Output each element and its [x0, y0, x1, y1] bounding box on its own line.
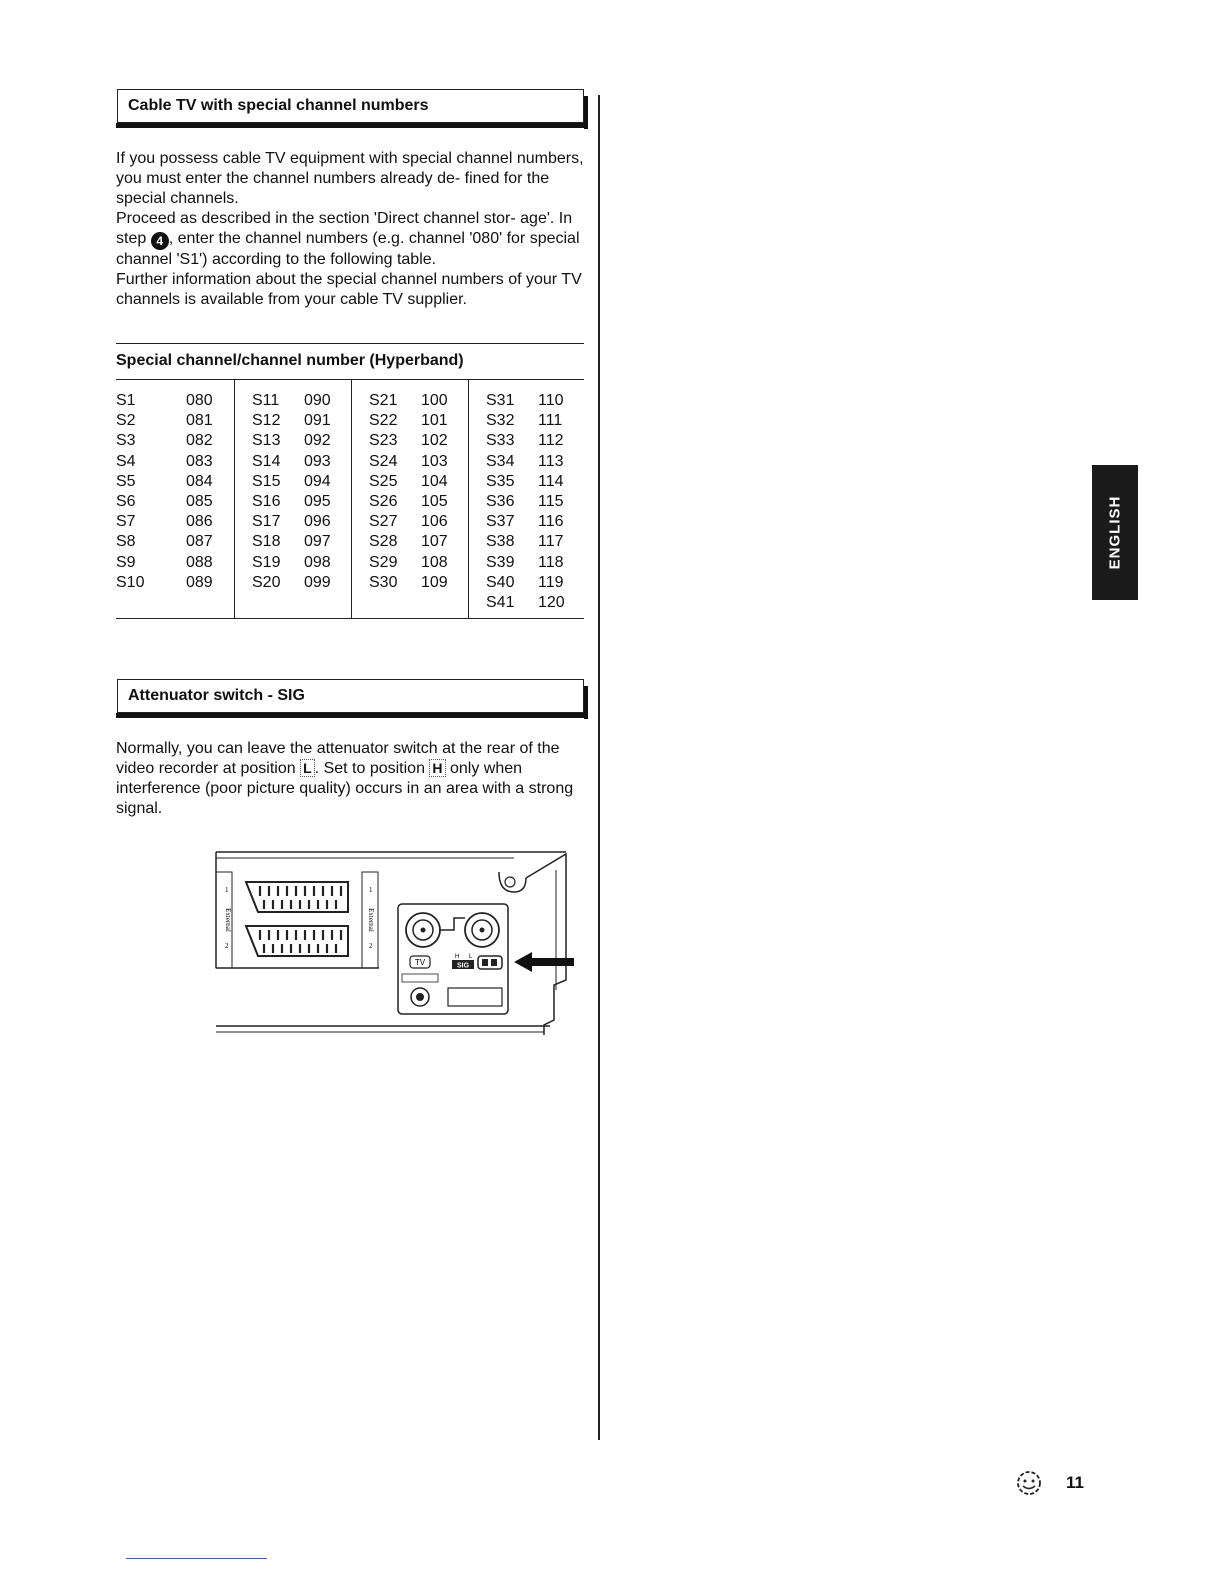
special-channel: S32	[486, 412, 515, 430]
language-globe-icon	[1014, 1468, 1044, 1498]
channel-row	[469, 512, 584, 532]
channel-column	[351, 380, 468, 618]
l-label: L	[469, 954, 473, 960]
special-channel: S31	[486, 392, 515, 409]
paragraph-text: , enter the channel numbers (e.g. channel '080' for special channel 'S1') according to the following table.	[116, 230, 580, 268]
channel-row	[235, 472, 351, 492]
language-tab-label: ENGLISH	[1106, 495, 1124, 570]
channel-number: 098	[304, 553, 331, 571]
channel-row	[116, 573, 234, 593]
channel-column	[234, 380, 351, 618]
channel-number: 081	[186, 412, 213, 430]
page-number: 11	[1066, 1473, 1084, 1492]
channel-table	[116, 380, 584, 619]
channel-row	[469, 472, 584, 492]
special-channel: S3	[116, 432, 136, 450]
special-channel: S24	[369, 452, 398, 470]
channel-number: 087	[186, 533, 213, 551]
special-channel: S26	[369, 492, 398, 510]
channel-row	[235, 573, 351, 593]
special-channel: S38	[486, 533, 515, 551]
section-title: Attenuator switch - SIG	[128, 687, 305, 704]
special-channel: S27	[369, 513, 398, 531]
channel-number: 113	[538, 452, 564, 470]
channel-number: 086	[186, 513, 213, 531]
channel-number: 085	[186, 492, 213, 510]
special-channel: S23	[369, 432, 398, 450]
special-channel: S15	[252, 472, 281, 490]
channel-number: 104	[421, 472, 448, 490]
special-channel: S9	[116, 553, 136, 571]
channel-row	[235, 391, 351, 411]
channel-number: 080	[186, 392, 213, 409]
external-label-right: External	[367, 908, 375, 932]
channel-number: 095	[304, 492, 331, 510]
cable-tv-description	[116, 149, 586, 310]
special-channel: S17	[252, 513, 281, 531]
channel-number: 106	[421, 513, 448, 531]
channel-row	[352, 452, 468, 472]
paragraph: If you possess cable TV equipment with special channel numbers, you must enter the channel numbers already de- fined for the special channels.	[116, 150, 584, 207]
special-channel: S13	[252, 432, 281, 450]
paragraph-text: only when interference (poor picture quality) occurs in an area with a strong signal.	[116, 760, 574, 817]
channel-number: 084	[186, 472, 213, 490]
channel-row	[469, 492, 584, 512]
channel-number: 109	[421, 573, 448, 591]
channel-row	[116, 452, 234, 472]
special-channel: S33	[486, 432, 515, 450]
scart-socket-2	[246, 926, 348, 956]
special-channel: S21	[369, 392, 398, 409]
scart-socket-1	[246, 882, 348, 912]
channel-row	[235, 492, 351, 512]
channel-row	[352, 532, 468, 552]
channel-number: 088	[186, 553, 213, 571]
special-channel: S4	[116, 452, 136, 470]
channel-number: 083	[186, 452, 213, 470]
socket-number: 2	[369, 942, 373, 950]
h-label: H	[455, 954, 460, 960]
channel-row	[352, 492, 468, 512]
paragraph	[116, 209, 586, 270]
attenuator-description	[116, 739, 586, 819]
channel-row	[235, 452, 351, 472]
tv-label: TV	[414, 958, 426, 967]
channel-number: 119	[538, 573, 564, 591]
special-channel: S28	[369, 533, 398, 551]
channel-number: 105	[421, 492, 448, 510]
special-channel: S40	[486, 573, 515, 591]
paragraph-text: . Set to position	[314, 760, 425, 777]
channel-row	[352, 391, 468, 411]
channel-number: 107	[421, 533, 448, 551]
channel-number: 100	[421, 392, 448, 409]
channel-number: 096	[304, 513, 331, 531]
special-channel: S2	[116, 412, 136, 430]
special-channel: S19	[252, 553, 281, 571]
socket-number: 2	[225, 942, 229, 950]
channel-row	[116, 512, 234, 532]
special-channel: S34	[486, 452, 515, 470]
external-label-left: External	[224, 908, 232, 932]
special-channel: S35	[486, 472, 515, 490]
channel-column	[468, 380, 584, 618]
special-channel: S39	[486, 553, 515, 571]
channel-row	[469, 553, 584, 573]
channel-row	[352, 512, 468, 532]
channel-row	[116, 431, 234, 451]
channel-number: 108	[421, 553, 448, 571]
section-header-attenuator	[117, 679, 584, 713]
position-h-icon: H	[429, 759, 445, 777]
special-channel: S18	[252, 533, 281, 551]
sig-label: SIG	[456, 962, 470, 970]
channel-number: 091	[304, 412, 331, 430]
paragraph-text: Normally, you can leave the attenuator switch at the rear of the video recorder at position	[116, 740, 560, 777]
channel-number: 097	[304, 533, 331, 551]
channel-row	[116, 391, 234, 411]
special-channel: S36	[486, 492, 515, 510]
channel-row	[469, 431, 584, 451]
special-channel: S29	[369, 553, 398, 571]
channel-number: 102	[421, 432, 448, 450]
arrow-icon	[514, 952, 574, 972]
channel-number: 112	[538, 432, 564, 450]
special-channel: S30	[369, 573, 398, 591]
special-channel: S11	[252, 392, 280, 409]
column-divider	[598, 95, 600, 1440]
paragraph	[116, 739, 586, 819]
special-channel: S41	[486, 593, 515, 611]
channel-number: 082	[186, 432, 213, 450]
channel-row	[235, 532, 351, 552]
position-l-icon: L	[300, 759, 315, 777]
channel-number: 117	[538, 533, 564, 551]
paragraph-text: Proceed as described in the section 'Direct channel stor- age'. In step	[116, 210, 573, 247]
special-channel: S1	[116, 392, 136, 409]
channel-row	[469, 593, 584, 613]
socket-number: 1	[369, 886, 373, 894]
special-channel: S22	[369, 412, 398, 430]
channel-row	[235, 553, 351, 573]
footer-rule	[126, 1558, 267, 1559]
special-channel: S16	[252, 492, 281, 510]
channel-row	[469, 411, 584, 431]
channel-row	[116, 553, 234, 573]
channel-number: 099	[304, 573, 331, 591]
section-title: Cable TV with special channel numbers	[128, 97, 429, 114]
channel-row	[116, 492, 234, 512]
language-tab	[1092, 465, 1138, 600]
channel-number: 089	[186, 573, 213, 591]
channel-number: 092	[304, 432, 331, 450]
channel-number: 116	[538, 513, 564, 531]
channel-row	[352, 431, 468, 451]
channel-row	[352, 553, 468, 573]
step-number-icon: 4	[151, 232, 169, 250]
channel-number: 094	[304, 472, 331, 490]
special-channel: S14	[252, 452, 281, 470]
rear-panel-diagram	[214, 850, 576, 1042]
channel-number: 093	[304, 452, 331, 470]
channel-row	[352, 411, 468, 431]
special-channel: S8	[116, 533, 136, 551]
special-channel: S25	[369, 472, 398, 490]
channel-row	[235, 431, 351, 451]
channel-row	[116, 411, 234, 431]
socket-number: 1	[225, 886, 229, 894]
special-channel: S20	[252, 573, 281, 591]
channel-number: 115	[538, 492, 564, 510]
special-channel: S10	[116, 573, 145, 591]
channel-number: 118	[538, 553, 564, 571]
channel-row	[469, 573, 584, 593]
channel-row	[116, 532, 234, 552]
table-title: Special channel/channel number (Hyperband)	[116, 343, 584, 380]
channel-row	[235, 411, 351, 431]
channel-row	[116, 472, 234, 492]
channel-number: 111	[538, 412, 563, 430]
channel-column	[116, 380, 234, 618]
channel-number: 090	[304, 392, 331, 409]
channel-row	[469, 452, 584, 472]
channel-number: 101	[421, 412, 448, 430]
special-channel: S7	[116, 513, 136, 531]
sig-switch-icon	[478, 956, 502, 969]
channel-row	[352, 472, 468, 492]
channel-number: 114	[538, 472, 564, 490]
paragraph: Further information about the special channel numbers of your TV channels is available from your cable TV supplier.	[116, 271, 582, 308]
channel-row	[352, 573, 468, 593]
channel-row	[235, 512, 351, 532]
channel-number: 110	[538, 392, 564, 409]
special-channel: S5	[116, 472, 136, 490]
channel-number: 120	[538, 593, 565, 611]
channel-row	[469, 391, 584, 411]
channel-row	[469, 532, 584, 552]
section-header-cable-tv	[117, 89, 584, 123]
channel-number: 103	[421, 452, 448, 470]
special-channel: S37	[486, 513, 515, 531]
special-channel: S6	[116, 492, 136, 510]
special-channel: S12	[252, 412, 281, 430]
